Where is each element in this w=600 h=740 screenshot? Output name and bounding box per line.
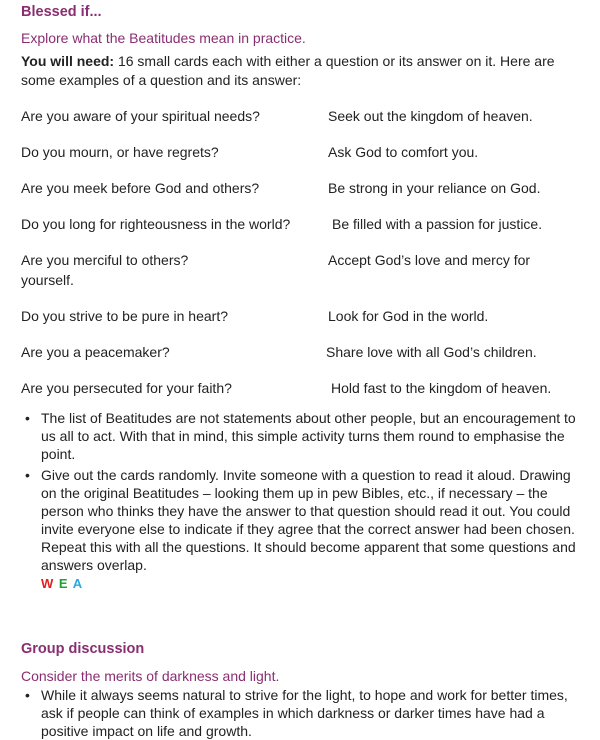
- question-text: Are you meek before God and others?: [21, 180, 260, 196]
- list-item-text: Give out the cards randomly. Invite someone with a question to read it aloud. Drawing on the original Beatitudes – looking them up in pew Bibles, etc., if necessary – the person who thinks they have the answer to that question should read it out. You could invite everyone else to indicate if they agree that the correct answer had been chosen. Repeat this with all the questions. It should become apparent that some questions and answers overlap.: [41, 467, 576, 573]
- answer-text: Seek out the kingdom of heaven.: [328, 108, 533, 124]
- section-subtitle: Consider the merits of darkness and light.: [21, 668, 280, 684]
- wea-w: W: [41, 576, 55, 591]
- answer-text: Accept God’s love and mercy for: [328, 252, 531, 268]
- section-subtitle: Explore what the Beatitudes mean in practice.: [21, 30, 306, 46]
- question-text: Do you mourn, or have regrets?: [21, 144, 219, 160]
- answer-text: Be filled with a passion for justice.: [332, 216, 543, 232]
- wea-a: A: [72, 576, 84, 591]
- list-item: [21, 466, 581, 593]
- section-title: Group discussion: [21, 641, 145, 657]
- question-text: Do you long for righteousness in the world?: [21, 216, 291, 232]
- list-item-text: The list of Beatitudes are not statements about other people, but an encouragement to us all to act. With that in mind, this simple activity turns them round to emphasise the point.: [41, 410, 576, 462]
- intro-label: You will need:: [21, 53, 115, 69]
- question-text: Are you persecuted for your faith?: [21, 380, 232, 396]
- section-title: Blessed if...: [21, 4, 102, 20]
- answer-text: Look for God in the world.: [328, 308, 489, 324]
- answer-text: Be strong in your reliance on God.: [328, 180, 541, 196]
- answer-text: Hold fast to the kingdom of heaven.: [331, 380, 552, 396]
- question-text: Are you merciful to others? yourself.: [21, 252, 189, 288]
- discussion-list: [21, 686, 581, 740]
- intro-paragraph: [21, 52, 581, 90]
- bullet-icon: •: [25, 687, 30, 703]
- list-item: [21, 409, 581, 463]
- answer-text: Ask God to comfort you.: [328, 144, 479, 160]
- question-text: Do you strive to be pure in heart?: [21, 308, 229, 324]
- list-item-text: While it always seems natural to strive for the light, to hope and work for better times, ask if people can think of examples in which darkness or darker times have had a positive impact on life and growth.: [41, 687, 568, 739]
- intro-text: 16 small cards each with either a question or its answer on it. Here are some examples of a question and its answer:: [21, 53, 555, 88]
- question-text: Are you a peacemaker?: [21, 344, 170, 360]
- instructions-list: [21, 409, 581, 596]
- wea-e: E: [58, 576, 69, 591]
- wea-logo: [41, 576, 83, 591]
- bullet-icon: •: [25, 467, 30, 483]
- bullet-icon: •: [25, 410, 30, 426]
- list-item: [21, 686, 581, 740]
- question-text: Are you aware of your spiritual needs?: [21, 108, 260, 124]
- answer-text: Share love with all God’s children.: [326, 344, 537, 360]
